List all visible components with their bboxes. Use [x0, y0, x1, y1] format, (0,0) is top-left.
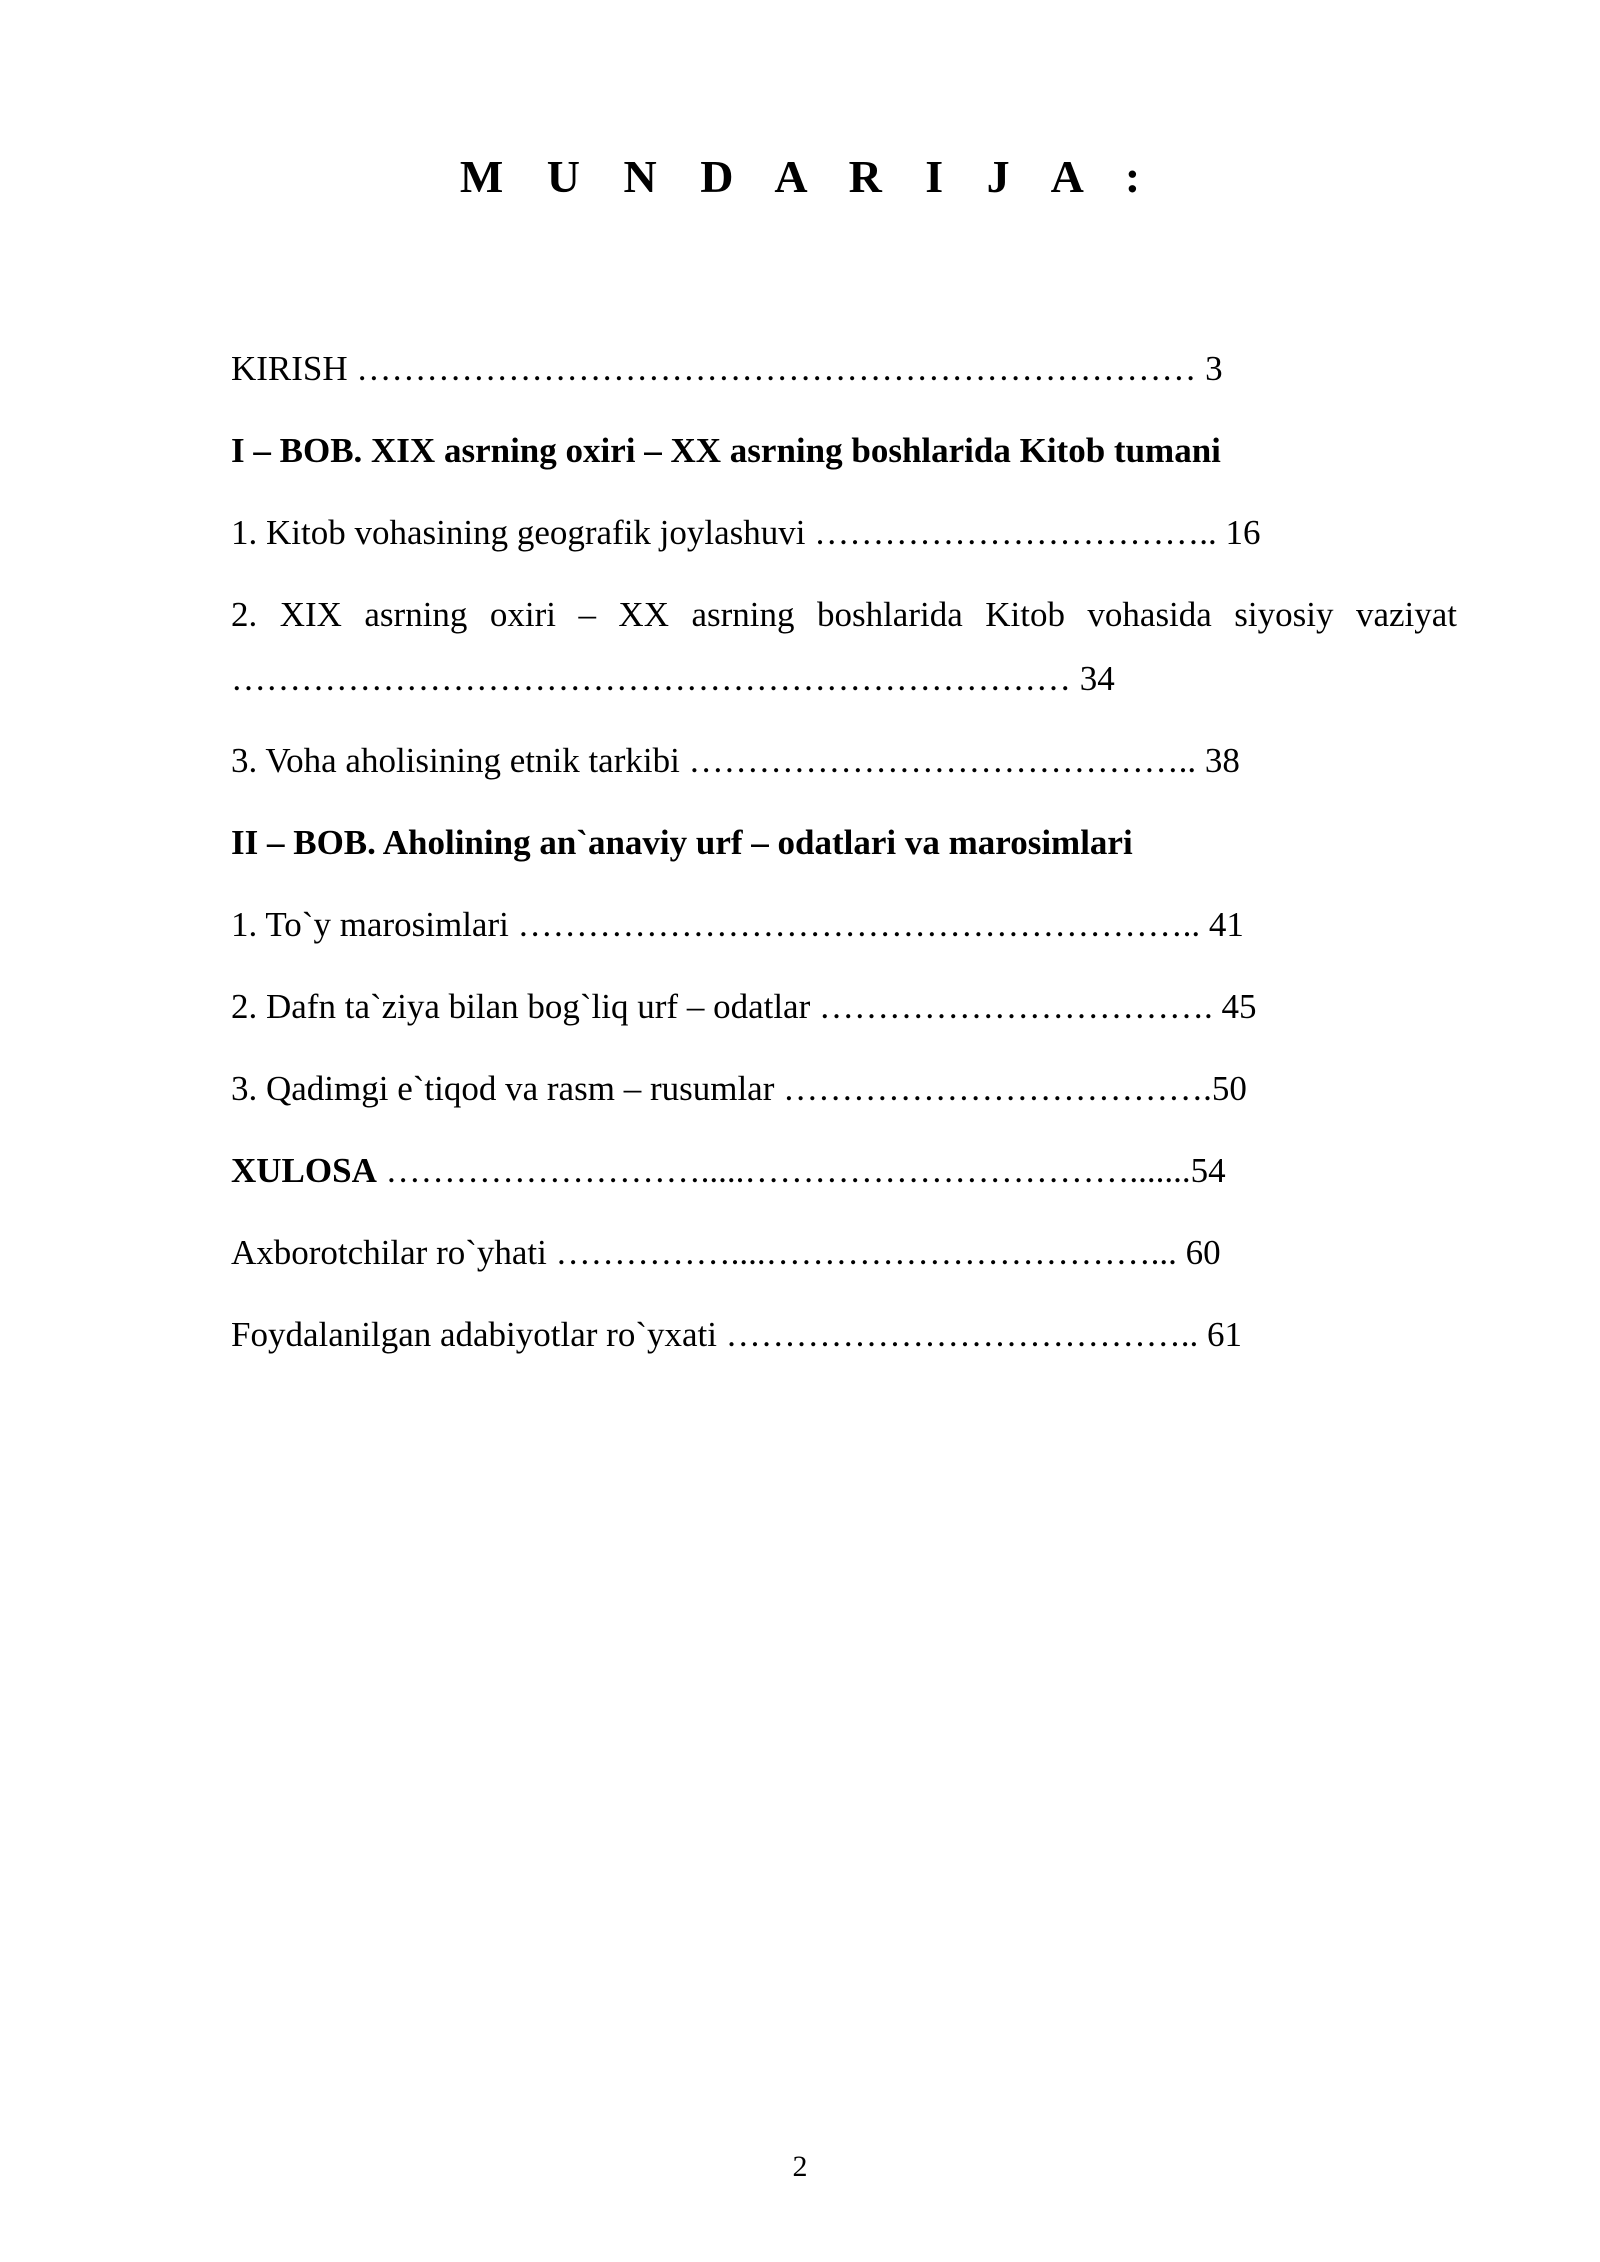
toc-entry-xulosa — [231, 1146, 1461, 1196]
toc-entry-xulosa-label: XULOSA — [231, 1151, 377, 1190]
toc-entry-1-1: 1. Kitob vohasining geografik joylashuvi …………………………….. 16 — [231, 513, 1261, 552]
table-of-contents — [231, 344, 1461, 1392]
toc-entry-bibliography: Foydalanilgan adabiyotlar ro`yxati ………………………………….. 61 — [231, 1315, 1242, 1354]
page-number: 2 — [792, 2150, 808, 2183]
toc-entry-2-3: 3. Qadimgi e`tiqod va rasm – rusumlar ……………………………….50 — [231, 1069, 1247, 1108]
toc-entry-xulosa-leader: ……………………….....…………………………….......54 — [376, 1151, 1226, 1190]
toc-entry-2-1: 1. To`y marosimlari ………………………………………………….. 41 — [231, 905, 1244, 944]
toc-entry-1-3: 3. Voha aholisining etnik tarkibi …………………………………….. 38 — [231, 741, 1240, 780]
toc-entry-1-2: 2. XIX asrning oxiri – XX asrning boshlarida Kitob vohasida siyosiy vaziyat ……………………………………………………………… 34 — [231, 595, 1457, 698]
toc-entry-kirish: KIRISH ……………………………………………………………… 3 — [231, 349, 1223, 388]
toc-chapter-1-heading: I – BOB. XIX asrning oxiri – XX asrning boshlarida Kitob tumani — [231, 431, 1221, 470]
toc-entry-2-2: 2. Dafn ta`ziya bilan bog`liq urf – odatlar ……………………………. 45 — [231, 987, 1257, 1026]
toc-entry-informants: Axborotchilar ro`yhati ……………....……………………………... 60 — [231, 1233, 1221, 1272]
page-title: M U N D A R I J A : — [459, 151, 1157, 202]
toc-chapter-2-heading: II – BOB. Aholining an`anaviy urf – odatlari va marosimlari — [231, 823, 1133, 862]
